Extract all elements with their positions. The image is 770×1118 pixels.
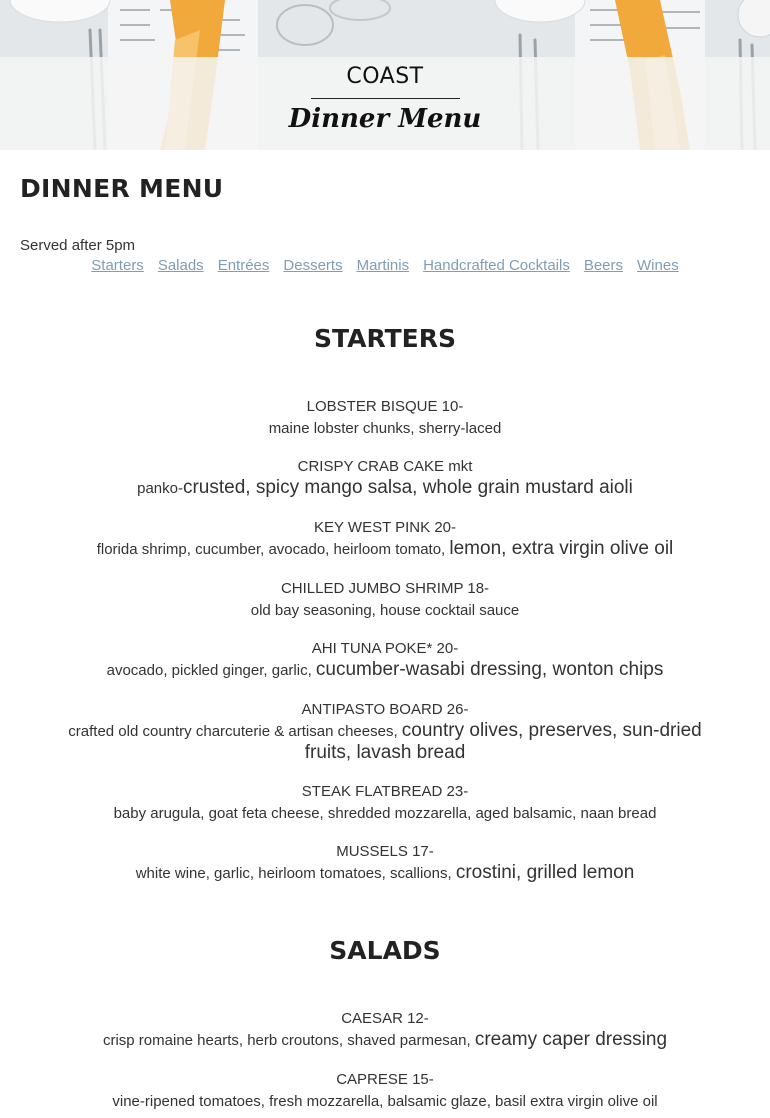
item-name: AHI TUNA POKE* 20- [311, 640, 459, 657]
item-description: crisp romaine hearts, herb croutons, shaved parmesan, creamy caper dressing [102, 1029, 668, 1050]
nav-link-salads[interactable]: Salads [157, 257, 204, 274]
item-description: baby arugula, goat feta cheese, shredded mozzarella, aged balsamic, naan bread [113, 805, 657, 822]
menu-item [60, 457, 710, 499]
menu-item [60, 782, 710, 824]
salads-section [0, 936, 770, 965]
item-name: STEAK FLATBREAD 23- [301, 783, 469, 800]
nav-link-cocktails[interactable]: Handcrafted Cocktails [423, 257, 570, 274]
item-description: old bay seasoning, house cocktail sauce [250, 602, 520, 619]
starters-section [0, 324, 770, 353]
menu-item [60, 842, 710, 884]
nav-link-desserts[interactable]: Desserts [283, 257, 343, 274]
salads-heading: SALADS [329, 936, 441, 965]
item-name: KEY WEST PINK 20- [314, 519, 456, 536]
menu-item [60, 639, 710, 681]
nav-link-beers[interactable]: Beers [583, 257, 624, 274]
starters-heading: STARTERS [314, 324, 456, 353]
nav-link-entrees[interactable]: Entrées [217, 257, 270, 274]
item-name: ANTIPASTO BOARD 26- [301, 701, 469, 718]
hero-subtitle: Dinner Menu [288, 104, 482, 134]
item-description: florida shrimp, cucumber, avocado, heirloom tomato, lemon, extra virgin olive oil [96, 538, 674, 559]
item-description: vine-ripened tomatoes, fresh mozzarella, balsamic glaze, basil extra virgin olive oil [112, 1093, 658, 1110]
item-name: CHILLED JUMBO SHRIMP 18- [280, 580, 490, 597]
item-description: avocado, pickled ginger, garlic, cucumber-wasabi dressing, wonton chips [106, 659, 664, 680]
item-name: CRISPY CRAB CAKE mkt [297, 458, 473, 475]
item-description: maine lobster chunks, sherry-laced [268, 420, 502, 437]
restaurant-name: COAST [346, 64, 424, 89]
item-name: CAPRESE 15- [336, 1071, 434, 1088]
title-divider [311, 98, 460, 99]
item-description: white wine, garlic, heirloom tomatoes, scallions, crostini, grilled lemon [135, 862, 635, 883]
menu-item [60, 700, 710, 764]
menu-item [60, 579, 710, 621]
menu-item [60, 518, 710, 560]
item-name: LOBSTER BISQUE 10- [306, 398, 464, 415]
item-description: crafted old country charcuterie & artisan cheeses, country olives, preserves, sun-dried fruits, lavash bread [68, 720, 702, 763]
item-name: CAESAR 12- [341, 1010, 429, 1027]
menu-item [60, 1070, 710, 1112]
served-time: Served after 5pm [20, 237, 136, 254]
menu-item [60, 1009, 710, 1051]
hero-banner [0, 0, 770, 150]
menu-nav [0, 257, 770, 274]
nav-link-starters[interactable]: Starters [91, 257, 144, 274]
item-name: MUSSELS 17- [336, 843, 434, 860]
item-description: panko-crusted, spicy mango salsa, whole grain mustard aioli [137, 477, 633, 498]
page-title: DINNER MENU [20, 174, 224, 203]
menu-item [60, 397, 710, 439]
nav-link-wines[interactable]: Wines [637, 257, 679, 274]
nav-link-martinis[interactable]: Martinis [356, 257, 410, 274]
